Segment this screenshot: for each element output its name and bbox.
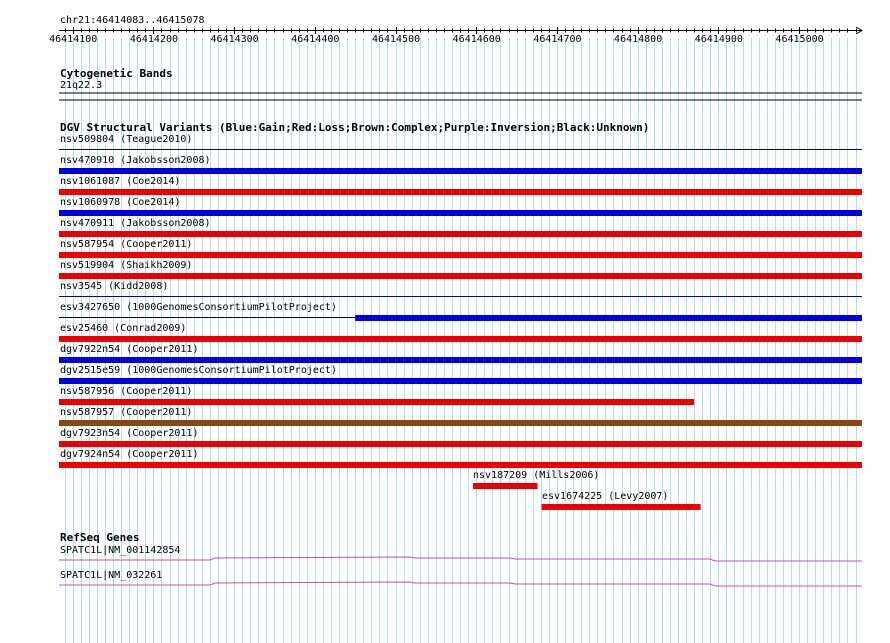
variant-bar[interactable] <box>59 189 862 195</box>
cytoband-label[interactable]: 21q22.3 <box>60 80 103 91</box>
variant-label[interactable]: nsv1061087 (Coe2014) <box>60 176 181 187</box>
cytoband-track-title: Cytogenetic Bands <box>60 67 173 80</box>
variant-bar[interactable] <box>59 357 862 363</box>
variant-bar[interactable] <box>59 252 862 258</box>
gene-model[interactable] <box>59 557 862 561</box>
variant-label[interactable]: esv25460 (Conrad2009) <box>60 323 187 334</box>
variant-bar[interactable] <box>59 210 862 216</box>
variant-label[interactable]: nsv3545 (Kidd2008) <box>60 281 169 292</box>
variant-label[interactable]: nsv470911 (Jakobsson2008) <box>60 218 211 229</box>
variant-bar[interactable] <box>59 462 862 468</box>
variant-label[interactable]: dgv7923n54 (Cooper2011) <box>60 428 199 439</box>
ruler-tick-label: 46414400 <box>291 34 340 45</box>
variant-bar[interactable] <box>59 336 862 342</box>
gene-label[interactable]: SPATC1L|NM_001142854 <box>60 545 181 556</box>
variant-bar[interactable] <box>355 315 862 321</box>
variant-bar[interactable] <box>59 441 862 447</box>
variant-bar[interactable] <box>473 483 538 489</box>
variant-label[interactable]: nsv519904 (Shaikh2009) <box>60 260 193 271</box>
variant-bar[interactable] <box>59 378 862 384</box>
variant-bar[interactable] <box>59 273 862 279</box>
variant-label[interactable]: nsv509804 (Teague2010) <box>60 134 193 145</box>
position-label: chr21:46414083..46415078 <box>60 15 205 26</box>
variant-label[interactable]: nsv470910 (Jakobsson2008) <box>60 155 211 166</box>
variant-label[interactable]: esv3427650 (1000GenomesConsortiumPilotProject) <box>60 302 337 313</box>
variant-label[interactable]: nsv587954 (Cooper2011) <box>60 239 193 250</box>
ruler-tick-label: 46414300 <box>210 34 259 45</box>
gene-model[interactable] <box>59 582 862 586</box>
cytoband-ideogram[interactable] <box>0 90 890 102</box>
gene-label[interactable]: SPATC1L|NM_032261 <box>60 570 163 581</box>
ruler-tick-label: 46414800 <box>614 34 663 45</box>
variant-bar[interactable] <box>59 420 862 426</box>
refseq-track-title: RefSeq Genes <box>60 531 140 544</box>
variant-bar[interactable] <box>59 399 694 405</box>
variant-label[interactable]: esv1674225 (Levy2007) <box>542 491 669 502</box>
ruler-tick-label: 46414900 <box>694 34 743 45</box>
variant-bar[interactable] <box>59 231 862 237</box>
ruler-tick-label: 46414600 <box>452 34 501 45</box>
variant-label[interactable]: nsv587957 (Cooper2011) <box>60 407 193 418</box>
ruler-tick-label: 46414200 <box>129 34 179 45</box>
variant-label[interactable]: dgv7924n54 (Cooper2011) <box>60 449 199 460</box>
variant-label[interactable]: nsv587956 (Cooper2011) <box>60 386 193 397</box>
variant-label[interactable]: dgv7922n54 (Cooper2011) <box>60 344 199 355</box>
variant-label[interactable]: dgv2515e59 (1000GenomesConsortiumPilotProject) <box>60 365 337 376</box>
ruler-tick-label: 46414700 <box>533 34 582 45</box>
variant-bar[interactable] <box>59 168 862 174</box>
ruler-tick-label: 46414500 <box>371 34 421 45</box>
dgv-track-title: DGV Structural Variants (Blue:Gain;Red:Loss;Brown:Complex;Purple:Inversion;Black:Unknown) <box>60 121 650 134</box>
variant-bar[interactable] <box>542 504 701 510</box>
variant-label[interactable]: nsv1060978 (Coe2014) <box>60 197 181 208</box>
ruler-tick-label: 46415000 <box>775 34 824 45</box>
ruler-tick-label: 46414100 <box>49 34 98 45</box>
variant-label[interactable]: nsv187209 (Mills2006) <box>473 470 600 481</box>
